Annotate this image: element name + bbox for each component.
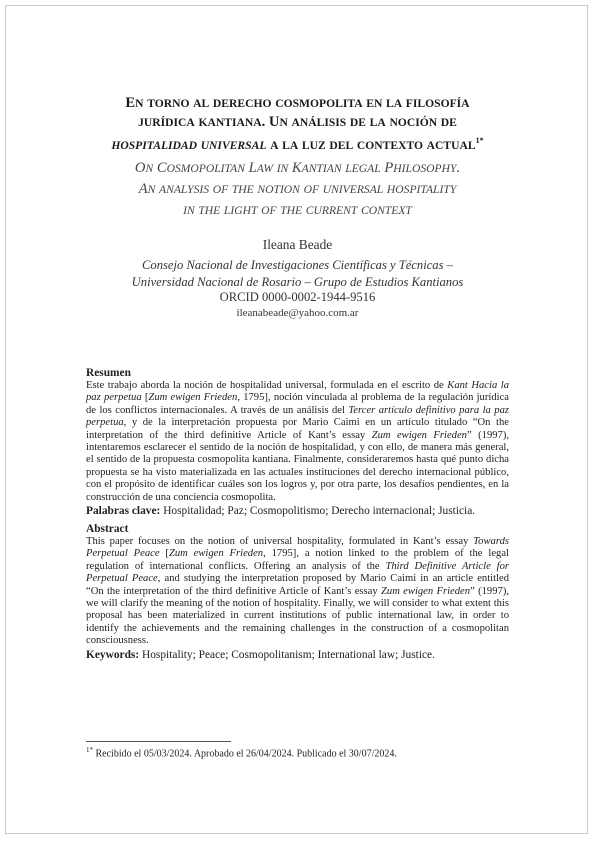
resumen-keywords	[86, 504, 509, 518]
resumen-italic: Tercer artículo definitivo para la paz perpetua	[86, 404, 509, 429]
abstract-text: ” (1997), we will clarify the meaning of the notion of hospitality. Finally, we will consider to what extent this proposal has been materialized in current institutions of public international law, in order to identify the achievements and the remaining challenges in the construction of a cosmopolitan consciousness.	[86, 585, 509, 647]
footnote-rule	[86, 741, 231, 742]
abstract-text: , 1795], a notion linked to the problem of the legal regulation of international conflicts. Offering an analysis of the	[86, 548, 509, 572]
title-en-line2: AN ANALYSIS OF THE NOTION OF UNIVERSAL HOSPITALITY	[138, 181, 457, 197]
abstract-text: [	[159, 548, 169, 560]
keywords-label: Keywords:	[86, 648, 140, 661]
abstract-text: , and studying the interpretation proposed by Mario Caimi in an article entitled “On the interpretation of the third definitive Article of Kant’s essay	[86, 573, 509, 597]
abstract-section	[86, 522, 509, 662]
resumen-section	[86, 366, 509, 518]
title-en-line3: IN THE LIGHT OF THE CURRENT CONTEXT	[183, 204, 412, 217]
abstract-body	[86, 536, 509, 648]
keywords-list: Hospitality; Peace; Cosmopolitanism; International law; Justice.	[139, 648, 435, 661]
author-orcid: ORCID 0000-0002-1944-9516	[219, 290, 376, 304]
resumen-text: , y de la interpretación propuesta por Mario Caimi en un artículo titulado “On the interpretation of the third definitive Article of Kant’s essay	[86, 417, 509, 441]
resumen-italic: Zum ewigen Frieden	[148, 392, 238, 404]
title-spanish	[70, 94, 525, 155]
abstract-italic: Zum ewigen Frieden	[381, 585, 471, 597]
title-es-line1: EN TORNO AL DERECHO COSMOPOLITA EN LA FILOSOFÍA	[125, 95, 470, 111]
title-es-line3: A LA LUZ DEL CONTEXTO ACTUAL	[270, 138, 476, 152]
footnote	[86, 746, 397, 759]
title-en-line1: ON COSMOPOLITAN LAW IN KANTIAN LEGAL PHILOSOPHY.	[134, 160, 461, 176]
resumen-text: Este trabajo aborda la noción de hospitalidad universal, formulada en el escrito de	[86, 380, 448, 391]
abstract-keywords	[86, 648, 509, 662]
footnote-text: Recibido el 05/03/2024. Aprobado el 26/04/2024. Publicado el 30/07/2024.	[93, 748, 397, 760]
abstract-text: This paper focuses on the notion of universal hospitality, formulated in Kant’s essay	[86, 536, 474, 547]
resumen-heading: Resumen	[86, 367, 131, 379]
resumen-italic: Kant Hacia la paz perpetua	[86, 380, 510, 404]
footnote-mark: 1*	[86, 746, 93, 754]
resumen-italic: Zum ewigen Frieden	[371, 429, 467, 441]
resumen-body	[86, 380, 509, 504]
affiliation-line1: Consejo Nacional de Investigaciones Científicas y Técnicas –	[142, 258, 453, 272]
abstract-italic: Third Definitive Article for Perpetual Peace	[86, 560, 510, 585]
keywords-label: Palabras clave:	[86, 505, 161, 518]
resumen-text: ” (1997), intentaremos esclarecer el sentido de la noción de hospitalidad, y con ello, de manera más general, el sentido de la propuesta cosmopolita kantiana. Finalmente, consideraremos hasta qué punto dicha propuesta se ha visto materializada en las actuales instituciones del derecho internacional público, con el propósito de identificar cuáles son los logros y, por otra parte, los desafíos pendientes, en la construcción de una conciencia cosmopolita.	[86, 429, 510, 503]
resumen-text: , 1795], noción vinculada al problema de la regulación jurídica de los conflictos internacionales. A través de un análisis del	[86, 392, 509, 416]
title-english	[70, 158, 525, 221]
title-footnote-mark: 1*	[475, 136, 484, 145]
keywords-list: Hospitalidad; Paz; Cosmopolitismo; Derecho internacional; Justicia.	[160, 505, 476, 518]
author-affiliation	[0, 257, 595, 291]
title-es-italic: HOSPITALIDAD UNIVERSAL	[111, 138, 267, 152]
author-name: Ileana Beade	[262, 237, 333, 252]
abstract-italic: Zum ewigen Frieden	[168, 548, 264, 560]
author-email[interactable]: ileanabeade@yahoo.com.ar	[236, 307, 359, 319]
abstract-italic: Towards Perpetual Peace	[86, 536, 509, 560]
title-es-line2: JURÍDICA KANTIANA. UN ANÁLISIS DE LA NOCIÓN DE	[138, 114, 457, 130]
abstract-heading: Abstract	[86, 523, 129, 535]
resumen-text: [	[141, 392, 149, 404]
affiliation-line2: Universidad Nacional de Rosario – Grupo de Estudios Kantianos	[131, 275, 464, 289]
